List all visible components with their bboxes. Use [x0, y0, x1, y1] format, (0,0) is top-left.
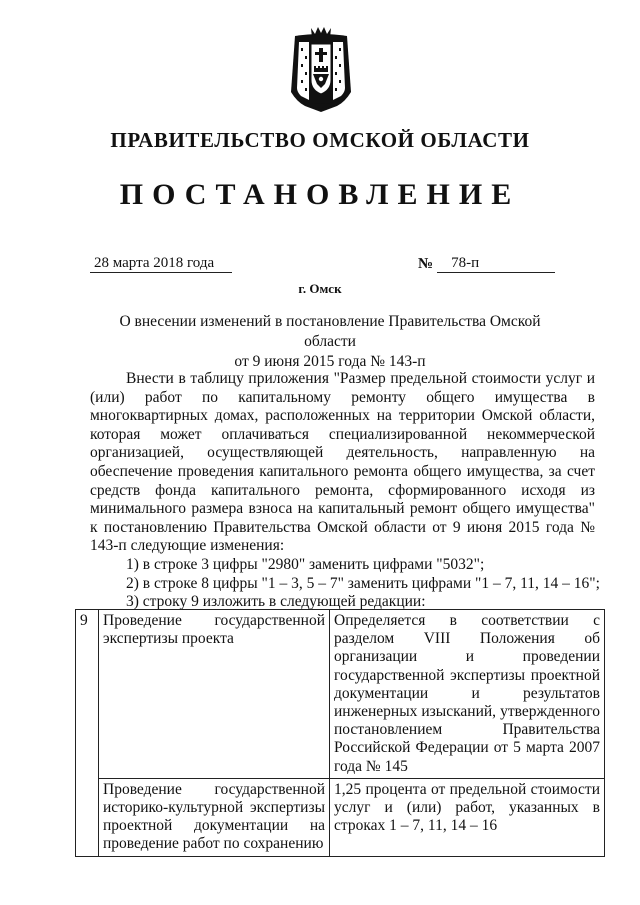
subject-line-1: О внесении изменений в постановление Правительства Омской области: [119, 313, 541, 350]
change-item-3: 3) строку 9 изложить в следующей редакции:: [126, 593, 426, 611]
row-number-cell: 9: [76, 610, 99, 857]
document-number: 78-п: [437, 254, 555, 273]
table-row: [76, 610, 605, 779]
document-date: 28 марта 2018 года: [90, 254, 232, 273]
number-sign: №: [418, 256, 434, 272]
coat-of-arms-emblem: [285, 22, 357, 114]
change-item-2: 2) в строке 8 цифры "1 – 3, 5 – 7" заменить цифрами "1 – 7, 11, 14 – 16";: [126, 574, 600, 592]
intro-paragraph: Внести в таблицу приложения "Размер предельной стоимости услуг и (или) работ по капитальному ремонту общего имущества в многоквартирных домах, расположенных на территории Омской области, которая может оплачиваться специализированной некоммерческой организацией, осуществляющей деятельность, направленную на обеспечение проведения капитального ремонта общего имущества, за счет средств фонда капитального ремонта, сформированного исходя из минимального размера взноса на капитальный ремонт общего имущества" к постановлению Правительства Омской области от 9 июня 2015 года № 143-п следующие изменения:: [90, 370, 595, 555]
cost-cell: Определяется в соответствии с разделом VIII Положения об организации и проведении государственной экспертизы проектной документации и результатов инженерных изысканий, утвержденного постановлением Правительства Российской Федерации от 5 марта 2007 года № 145: [330, 610, 605, 779]
government-title: ПРАВИТЕЛЬСТВО ОМСКОЙ ОБЛАСТИ: [110, 128, 530, 152]
service-cell: Проведение государственной экспертизы проекта: [99, 610, 330, 779]
city: г. Омск: [298, 281, 342, 296]
service-cell: Проведение государственной историко-культурной экспертизы проектной документации на проведение работ по сохранению: [99, 778, 330, 856]
change-item-1: 1) в строке 3 цифры "2980" заменить цифрами "5032";: [126, 555, 485, 573]
document-subject: [100, 312, 560, 372]
subject-line-2: от 9 июня 2015 года № 143-п: [234, 353, 426, 370]
document-type-heading: ПОСТАНОВЛЕНИЕ: [119, 178, 521, 211]
document-number-row: [418, 254, 555, 273]
amendment-table: [75, 609, 605, 857]
table-row: [76, 778, 605, 856]
document-body: [90, 370, 600, 612]
cost-cell: 1,25 процента от предельной стоимости услуг и (или) работ, указанных в строках 1 – 7, 11, 14 – 16: [330, 778, 605, 856]
